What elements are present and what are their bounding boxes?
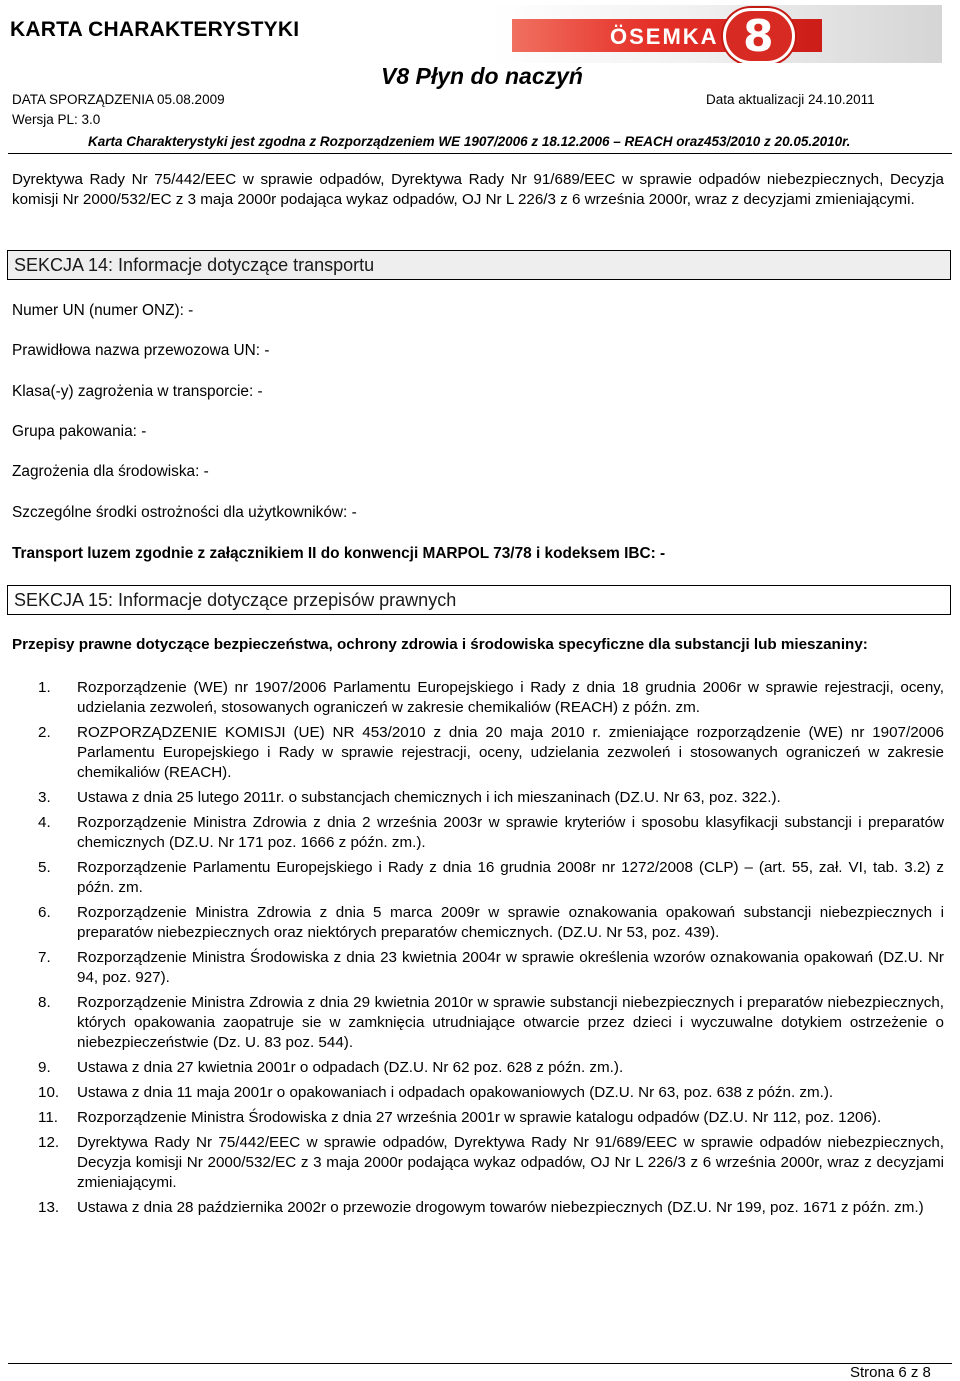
list-item: 12. Dyrektywa Rady Nr 75/442/EEC w sprawie odpadów, Dyrektywa Rady Nr 91/689/EEC w sprawie odpadów niebezpiecznych, Decyzja komisji Nr 2000/532/EC z 3 maja 2000r podająca wykaz odpadów, OJ Nr L 226/3 z 6 września 2000r, wraz z decyzjami zmieniającymi.: [38, 1134, 944, 1191]
list-item: 1. Rozporządzenie (WE) nr 1907/2006 Parlamentu Europejskiego i Rady z dnia 18 grudnia 2006r w sprawie rejestracji, oceny, udzielania zezwoleń, stosowanych ograniczeń w zakresie chemikaliów (REACH) z późn. zm.: [38, 679, 944, 716]
intro-paragraph: Dyrektywa Rady Nr 75/442/EEC w sprawie odpadów, Dyrektywa Rady Nr 91/689/EEC w sprawie odpadów niebezpiecznych, Decyzja komisji Nr 2000/532/EC z 3 maja 2000r podająca wykaz odpadów, OJ Nr L 226/3 z 6 września 2000r, wraz z decyzjami zmieniającymi.: [12, 171, 944, 208]
document-title: KARTA CHARAKTERYSTYKI: [10, 18, 300, 41]
section-15-heading-box: [7, 585, 951, 615]
section-14-heading: SEKCJA 14: Informacje dotyczące transportu: [14, 255, 375, 275]
section-15-heading: SEKCJA 15: Informacje dotyczące przepisów prawnych: [14, 590, 457, 610]
company-logo: [490, 5, 942, 63]
transport-field-un-number: Numer UN (numer ONZ): -: [12, 302, 194, 319]
version: Wersja PL: 3.0: [12, 112, 101, 127]
transport-field-precautions: Szczególne środki ostrożności dla użytkowników: -: [12, 504, 357, 521]
list-item: 8. Rozporządzenie Ministra Zdrowia z dnia 29 kwietnia 2010r w sprawie substancji niebezpiecznych i preparatów niebezpiecznych, których opakowania zaopatruje sie w zamknięcia utrudniające otwarcie przez dzieci i wyczuwalne dotykiem ostrzeżenie o niebezpieczeństwie (Dz. U. 83 poz. 544).: [38, 994, 944, 1051]
date-created: DATA SPORZĄDZENIA 05.08.2009: [12, 92, 225, 107]
date-updated: Data aktualizacji 24.10.2011: [706, 92, 875, 107]
page-number: Strona 6 z 8: [850, 1364, 931, 1381]
list-item: 5. Rozporządzenie Parlamentu Europejskiego i Rady z dnia 16 grudnia 2008r nr 1272/2008 (CLP) – (art. 55, zał. VI, tab. 3.2) z późn. zm.: [38, 859, 944, 896]
list-item: 2. ROZPORZĄDZENIE KOMISJI (UE) NR 453/2010 z dnia 20 maja 2010 r. zmieniające rozporządzenie (WE) nr 1907/2006 Parlamentu Europejskiego i Rady w sprawie rejestracji, oceny, udzielania zezwoleń i stosowanych ograniczeń w zakresie chemikaliów (REACH).: [38, 724, 944, 781]
transport-field-packing-group: Grupa pakowania: -: [12, 423, 147, 440]
list-item: 6. Rozporządzenie Ministra Zdrowia z dnia 5 marca 2009r w sprawie oznakowania opakowań substancji niebezpiecznych i preparatów niebezpiecznych oraz niektórych preparatów chemicznych. (DZ.U. Nr 53, poz. 439).: [38, 904, 944, 941]
transport-field-environmental: Zagrożenia dla środowiska: -: [12, 463, 209, 480]
transport-field-marpol: Transport luzem zgodnie z załącznikiem II do konwencji MARPOL 73/78 i kodeksem IBC: -: [12, 545, 666, 562]
logo-mark: [723, 8, 795, 63]
list-item: 4. Rozporządzenie Ministra Zdrowia z dnia 2 września 2003r w sprawie kryteriów i sposobu klasyfikacji substancji i preparatów chemicznych (DZ.U. Nr 171 poz. 1666 z późn. zm.).: [38, 814, 944, 851]
list-item: 11. Rozporządzenie Ministra Środowiska z dnia 27 września 2001r w sprawie katalogu odpadów (DZ.U. Nr 112, poz. 1206).: [38, 1109, 882, 1126]
product-name: V8 Płyn do naczyń: [381, 63, 583, 89]
regulations-lead: Przepisy prawne dotyczące bezpieczeństwa, ochrony zdrowia i środowiska specyficzne dla substancji lub mieszaniny:: [12, 636, 868, 653]
logo-text: ÖSEMKA: [610, 24, 719, 49]
list-item: 10. Ustawa z dnia 11 maja 2001r o opakowaniach i odpadach opakowaniowych (DZ.U. Nr 63, poz. 638 z późn. zm.).: [38, 1084, 834, 1101]
list-item: 13. Ustawa z dnia 28 października 2002r o przewozie drogowym towarów niebezpiecznych (DZ.U. Nr 199, poz. 1671 z późn. zm.): [38, 1199, 924, 1216]
logo-mark-text: 8: [743, 11, 774, 62]
list-item: 7. Rozporządzenie Ministra Środowiska z dnia 23 kwietnia 2004r w sprawie określenia wzorów oznakowania opakowań (DZ.U. Nr 94, poz. 927).: [38, 949, 944, 986]
regulations-list: [12, 678, 944, 1223]
header-divider: [8, 153, 952, 154]
compliance-note: Karta Charakterystyki jest zgodna z Rozporządzeniem WE 1907/2006 z 18.12.2006 – REACH oraz453/2010 z 20.05.2010r.: [88, 134, 851, 149]
list-item: 9. Ustawa z dnia 27 kwietnia 2001r o odpadach (DZ.U. Nr 62 poz. 628 z późn. zm.).: [38, 1059, 624, 1076]
footer-divider: [8, 1363, 952, 1364]
transport-field-hazard-class: Klasa(-y) zagrożenia w transporcie: -: [12, 383, 263, 400]
section-14-heading-box: [7, 250, 951, 280]
transport-field-shipping-name: Prawidłowa nazwa przewozowa UN: -: [12, 342, 270, 359]
list-item: 3. Ustawa z dnia 25 lutego 2011r. o substancjach chemicznych i ich mieszaninach (DZ.U. Nr 63, poz. 322.).: [38, 789, 781, 806]
